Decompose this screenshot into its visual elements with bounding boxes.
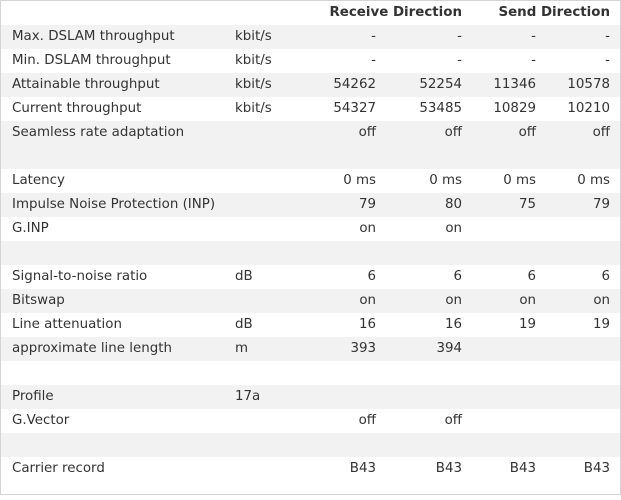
table-row-gvector: [1, 409, 620, 433]
send-direction-header: Send Direction: [498, 5, 610, 20]
row-unit: kbit/s: [235, 53, 272, 68]
row-label: Carrier record: [12, 461, 105, 476]
receive-value-1: 6: [367, 269, 376, 284]
send-value-1: [467, 385, 541, 409]
table-row-profile: [1, 385, 620, 409]
send-value-2: 79: [541, 193, 620, 217]
receive-value-1: [283, 385, 380, 409]
table-row-snr: [1, 265, 620, 289]
send-value-1: 11346: [467, 73, 541, 97]
row-label: Line attenuation: [12, 317, 122, 332]
table-row-latency: [1, 169, 620, 193]
row-label: approximate line length: [1, 337, 227, 361]
send-value-1: [467, 337, 541, 361]
table-row-carrier: [1, 457, 620, 481]
receive-value-1: 16: [358, 317, 376, 332]
receive-value-1: on: [359, 221, 376, 236]
receive-value-2: on: [445, 221, 462, 236]
send-value-2: 0 ms: [577, 173, 610, 188]
row-label: Attainable throughput: [1, 73, 227, 97]
row-label: Profile: [1, 385, 227, 409]
receive-value-1: -: [283, 25, 380, 49]
row-unit: kbit/s: [227, 25, 283, 49]
spacer-row: [1, 241, 620, 265]
send-value-1: -: [531, 53, 536, 68]
receive-value-1: 79: [283, 193, 380, 217]
table-row-min-dslam: [1, 49, 620, 73]
table-row-current: [1, 97, 620, 121]
header-blank: [1, 1, 227, 25]
row-unit: [227, 193, 283, 217]
receive-value-2: on: [380, 289, 467, 313]
send-value-2: -: [541, 25, 620, 49]
row-label: G.INP: [12, 221, 49, 236]
header-unit-blank: [227, 1, 283, 25]
send-value-2: 10578: [541, 73, 620, 97]
send-value-2: [541, 217, 620, 241]
receive-value-2: 52254: [380, 73, 467, 97]
receive-value-1: 0 ms: [343, 173, 376, 188]
send-value-1: [467, 409, 541, 433]
table-row-attainable: [1, 73, 620, 97]
send-value-1: 0 ms: [503, 173, 536, 188]
receive-value-1: 393: [283, 337, 380, 361]
receive-value-2: off: [380, 121, 467, 145]
table-row-seamless: [1, 121, 620, 145]
table-row-max-dslam: [1, 25, 620, 49]
row-label: Min. DSLAM throughput: [12, 53, 171, 68]
receive-direction-header: Receive Direction: [329, 5, 462, 20]
table-row-ginp: [1, 217, 620, 241]
table-row-line-length: [1, 337, 620, 361]
send-value-1: 19: [518, 317, 536, 332]
send-value-2: [541, 337, 620, 361]
row-label: G.Vector: [12, 413, 70, 428]
receive-value-2: off: [444, 413, 462, 428]
dsl-line-table: [1, 1, 620, 481]
row-unit: kbit/s: [235, 101, 272, 116]
send-value-1: 75: [467, 193, 541, 217]
receive-value-2: 6: [453, 269, 462, 284]
send-value-2: 10210: [567, 101, 610, 116]
send-value-1: off: [467, 121, 541, 145]
row-label: Seamless rate adaptation: [1, 121, 227, 145]
receive-value-2: 53485: [419, 101, 462, 116]
receive-value-1: off: [283, 121, 380, 145]
receive-value-1: -: [371, 53, 376, 68]
receive-value-2: 0 ms: [429, 173, 462, 188]
row-label: Max. DSLAM throughput: [1, 25, 227, 49]
row-unit: kbit/s: [227, 73, 283, 97]
row-unit: m: [227, 337, 283, 361]
spacer-row: [1, 433, 620, 457]
row-unit: [227, 409, 283, 433]
send-value-2: off: [541, 121, 620, 145]
row-unit: [227, 121, 283, 145]
table-row-bitswap: [1, 289, 620, 313]
row-label: Current throughput: [12, 101, 142, 116]
send-value-2: [541, 409, 620, 433]
send-value-1: 10829: [493, 101, 536, 116]
row-unit: [227, 217, 283, 241]
send-value-1: on: [467, 289, 541, 313]
send-value-2: -: [605, 53, 610, 68]
receive-value-1: on: [283, 289, 380, 313]
send-value-2: [541, 385, 620, 409]
table-row-attenuation: [1, 313, 620, 337]
row-label: Bitswap: [1, 289, 227, 313]
send-value-1: -: [467, 25, 541, 49]
receive-value-2: 394: [380, 337, 467, 361]
row-label: Latency: [12, 173, 65, 188]
send-value-1: B43: [509, 461, 536, 476]
row-unit: [227, 289, 283, 313]
send-value-2: 19: [592, 317, 610, 332]
receive-value-1: 54327: [333, 101, 376, 116]
receive-value-2: -: [457, 53, 462, 68]
receive-value-2: 16: [444, 317, 462, 332]
receive-value-1: B43: [349, 461, 376, 476]
send-value-2: 6: [601, 269, 610, 284]
row-label: Signal-to-noise ratio: [12, 269, 148, 284]
table-row-inp: [1, 193, 620, 217]
spacer-row: [1, 361, 620, 385]
row-unit: dB: [235, 269, 253, 284]
receive-value-1: off: [358, 413, 376, 428]
row-unit: [227, 169, 283, 193]
receive-value-2: -: [380, 25, 467, 49]
row-unit: dB: [235, 317, 253, 332]
row-label: Impulse Noise Protection (INP): [1, 193, 227, 217]
send-value-2: on: [541, 289, 620, 313]
profile-value: 17a: [227, 385, 283, 409]
send-value-1: 6: [527, 269, 536, 284]
receive-value-2: 80: [380, 193, 467, 217]
receive-value-2: [380, 385, 467, 409]
send-value-2: B43: [583, 461, 610, 476]
receive-value-2: B43: [435, 461, 462, 476]
spacer-row: [1, 145, 620, 169]
receive-value-1: 54262: [283, 73, 380, 97]
send-value-1: [467, 217, 541, 241]
header-row: [1, 1, 620, 25]
row-unit: [227, 457, 283, 481]
